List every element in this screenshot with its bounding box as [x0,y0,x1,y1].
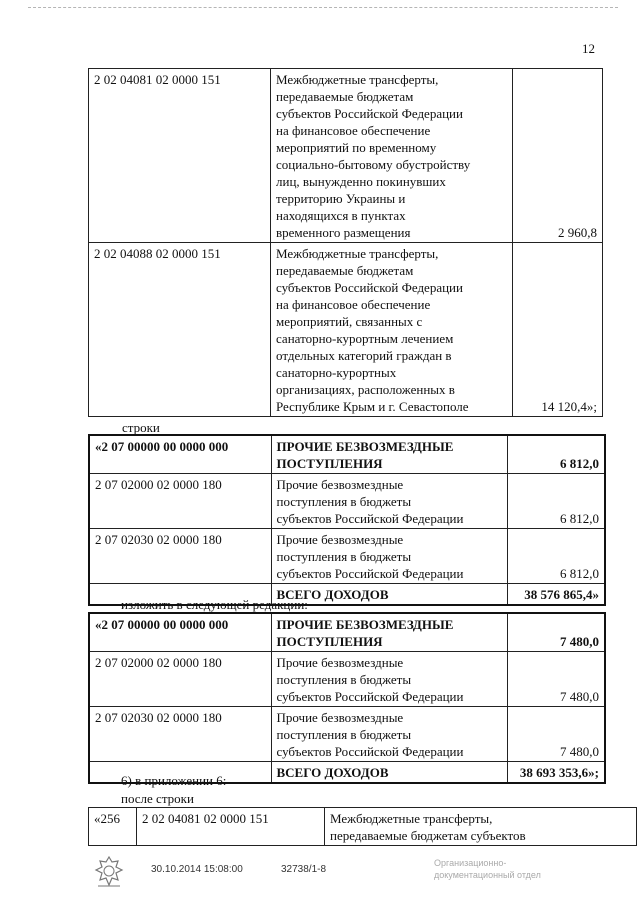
table-row [89,529,605,584]
head-description: ПРОЧИЕ БЕЗВОЗМЕЗДНЫЕ ПОСТУПЛЕНИЯ [271,435,507,474]
scan-artifact-line [28,7,618,10]
head-amount: 6 812,0 [507,435,605,474]
text-strings: строки [122,420,160,435]
budget-table-appendix6 [88,807,637,846]
head-description: ПРОЧИЕ БЕЗВОЗМЕЗДНЫЕ ПОСТУПЛЕНИЯ [271,613,507,652]
table-head-row [89,613,605,652]
row-code: 2 02 04081 02 0000 151 [89,69,271,243]
row-description: Прочие безвозмездные поступления в бюджеты субъектов Российской Федерации [271,707,507,762]
head-amount: 7 480,0 [507,613,605,652]
row-code: 2 02 04088 02 0000 151 [89,243,271,417]
table-row [89,808,637,846]
table-row [89,243,603,417]
budget-table-new [88,612,606,784]
text-edit-instruction: изложить в следующей редакции: [121,597,308,612]
item-6-text: в приложении 6: [135,773,227,788]
footer-department: Организационно- документационный отдел [434,858,541,880]
row-description: Прочие безвозмездные поступления в бюджеты субъектов Российской Федерации [271,474,507,529]
table-row [89,474,605,529]
footer-doc-id: 32738/1-8 [281,864,327,875]
row-amount: 6 812,0 [507,474,605,529]
row-amount: 7 480,0 [507,652,605,707]
total-amount: 38 693 353,6»; [507,762,605,784]
row-code: 2 07 02030 02 0000 180 [89,529,271,584]
emblem-icon [92,855,126,889]
page-number: 12 [582,41,595,56]
row-amount: 14 120,4»; [513,243,603,417]
row-code: 2 07 02030 02 0000 180 [89,707,271,762]
total-label: ВСЕГО ДОХОДОВ [271,584,507,606]
row-description: Межбюджетные трансферты, передаваемые бюджетам субъектов Российской Федерации на финансовое обеспечение мероприятий, связанных с санаторно-курортным лечением отдельных категорий граждан в санаторно-курортных организациях, расположенных в Республике Крым и г. Севастополе [271,243,513,417]
budget-table-top [88,68,603,417]
row-code: 2 07 02000 02 0000 180 [89,652,271,707]
table-row [89,69,603,243]
head-code: «2 07 00000 00 0000 000 [89,613,271,652]
row-amount: 2 960,8 [513,69,603,243]
row-description: Межбюджетные трансферты, передаваемые бюджетам субъектов Российской Федерации на финансовое обеспечение мероприятий по временному социально-бытовому обустройству лиц, вынужденно покинувших территорию Украины и находящихся в пунктах временного размещения [271,69,513,243]
table-row [89,707,605,762]
text-after-row: после строки [121,791,194,806]
row-description: Межбюджетные трансферты, передаваемые бюджетам субъектов [325,808,637,846]
row-amount: 6 812,0 [507,529,605,584]
row-description: Прочие безвозмездные поступления в бюджеты субъектов Российской Федерации [271,529,507,584]
row-code: 2 07 02000 02 0000 180 [89,474,271,529]
head-code: «2 07 00000 00 0000 000 [89,435,271,474]
total-label: ВСЕГО ДОХОДОВ [271,762,507,784]
total-amount: 38 576 865,4» [507,584,605,606]
row-number: «256 [89,808,137,846]
budget-table-old [88,434,606,606]
row-description: Прочие безвозмездные поступления в бюджеты субъектов Российской Федерации [271,652,507,707]
row-code: 2 02 04081 02 0000 151 [137,808,325,846]
item-6-number: 6) [121,773,132,788]
table-row [89,652,605,707]
item-6 [121,772,226,789]
table-head-row [89,435,605,474]
row-amount: 7 480,0 [507,707,605,762]
footer-timestamp: 30.10.2014 15:08:00 [151,864,243,875]
